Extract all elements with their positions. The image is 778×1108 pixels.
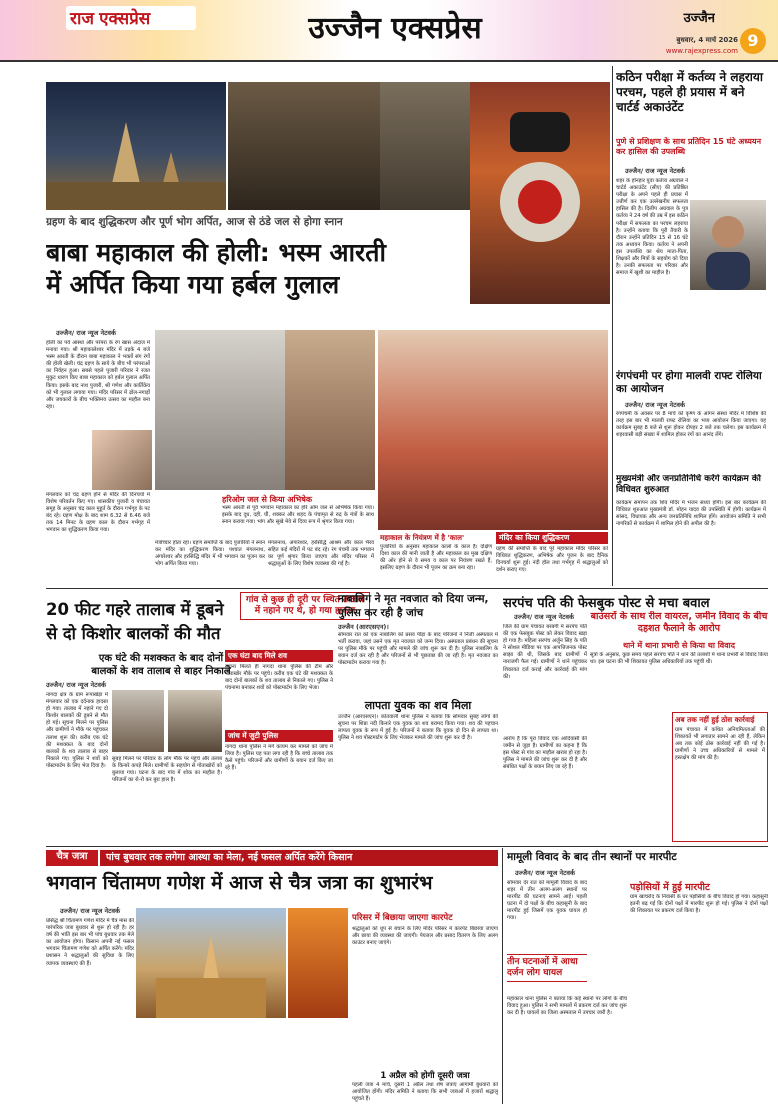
photo-mahakal-idol: [470, 82, 610, 304]
sidebar-sub3-headline: मुख्यमंत्री और जनप्रतिनिधि करेंगे कार्यक्रम की विधिवत शुरुआत: [616, 474, 761, 495]
main-kicker: ग्रहण के बाद शुद्धिकरण और पूर्ण भोग अर्पित, आज से ठंडे जल से होगा स्नान: [46, 216, 343, 228]
pond-box2-body: नागदा थाना पुलिस ने मर्ग कायम कर मामले को जांच में लिया है। पुलिस यह पता लगा रही है कि बच्चे तालाब तक कैसे पहुंचे। परिजनों और ग्रामीणों के बयान दर्ज किए जा रहे हैं।: [225, 744, 333, 772]
photo-abhishek: [285, 330, 375, 490]
photo-bhasma-aarti: [155, 330, 285, 490]
main-body-col1b: मंगलवार को चंद्र ग्रहण होने से मंदिर की दिनचर्या में विशेष परिवर्तन किए गए। शासकीय पुजारी व पंचायत समूह के अनुसार चंद्र काल मुहूर्त के दौरान गर्भगृह के पट बंद रहे। ग्रहण मोक्ष के बाद शाम 6.32 से 6.46 बजे तक 14 मिनट के ग्रहण काल के दौरान गर्भगृह में भगवान का शुद्धिकरण किया गया।: [46, 492, 150, 534]
main-byline: उज्जैन/ राज न्यूज नेटवर्क: [56, 329, 117, 337]
assault-headline: मामूली विवाद के बाद तीन स्थानों पर मारपीट: [507, 851, 677, 863]
newborn-byline: उज्जैन (आरएसएन)।: [338, 623, 389, 631]
person-icon: [690, 200, 766, 290]
logo[interactable]: [66, 6, 196, 30]
assault-pullquote: तीन घटनाओं में आधा दर्जन लोग घायल: [507, 954, 587, 982]
caption-kaal-head: महाकाल के नियंत्रण में है 'काल': [380, 533, 465, 542]
assault-body: सोमवार देर रात को मामूली विवाद के बाद शहर में तीन अलग-अलग स्थानों पर मारपीट की घटनाएं सामने आईं। पहली घटना में दो पक्षों के बीच कहासुनी के बाद मारपीट हुई जिसमें एक युवक घायल हो गया।: [507, 880, 587, 922]
newborn-body: सोमवार रात को एक नाबालिग को प्रसव पीड़ा के बाद परिजनों ने निजी अस्पताल में भर्ती कराया, जहां उसने एक मृत नवजात को जन्म दिया। अस्पताल प्रबंधन की सूचना पर पुलिस मौके पर पहुंची और मामले की जांच शुरू कर दी है। पुलिस नाबालिग के बयान दर्ज कर रही है और परिजनों से भी पूछताछ की जा रही है। मृत नवजात का पोस्टमार्टम कराया गया है।: [338, 632, 498, 667]
photo-priest: [380, 82, 470, 210]
sarpanch-box2-body: ग्राम पंचायत में कथित अनियमितताओं की शिकायतें भी लगातार सामने आ रही हैं, लेकिन अब तक कोई ठोस कार्रवाई नहीं की गई है। ग्रामीणों ने उच्च अधिकारियों से मामले में हस्तक्षेप की मांग की है।: [675, 727, 765, 762]
sidebar-headline: कठिन परीक्षा में कर्तव्य ने लहराया परचम, पहले ही प्रयास में बने चार्टर्ड अकाउंटेंट: [616, 70, 763, 114]
chaitra-body-right: [352, 994, 498, 1068]
photo-ca-student: [690, 200, 766, 290]
sidebar-subhead: पुणे से प्रशिक्षण के साथ प्रतिदिन 15 घंटे अध्ययन कर हासिल की उपलब्धि: [616, 137, 762, 156]
pond-body: नागदा क्षेत्र के ग्राम रूपाखेड़ा में मंगलवार को एक दर्दनाक हादसा हो गया। तालाब में नहाने गए दो किशोर बालकों की डूबने से मौत हो गई। सूचना मिलने पर पुलिस और ग्रामीणों ने मौके पर पहुंचकर तलाश शुरू की। करीब एक घंटे की मशक्कत के बाद दोनों बालकों के शव तालाब से बाहर निकाले गए। पुलिस ने शवों को पोस्टमार्टम के लिए भेज दिया है।: [46, 692, 108, 769]
photo-shrine: [228, 82, 380, 210]
sarpanch-body: जिले की ग्राम पंचायत बरबगी में सरपंच पति की एक फेसबुक पोस्ट को लेकर विवाद खड़ा हो गया है। महिला सरपंच अर्जुन सिंह के पति ने सोशल मीडिया पर एक आपत्तिजनक पोस्ट साझा की थी, जिसके बाद ग्रामीणों में नाराजगी फैल गई। ग्रामीणों ने थाने पहुंचकर शिकायत दर्ज कराई और कार्रवाई की मांग की।: [503, 624, 587, 680]
chaitra-strap: पांच बुधवार तक लगेगा आस्था का मेला, नई फसल अर्पित करेंगे किसान: [100, 850, 498, 866]
masthead-divider: [0, 60, 778, 62]
sarpanch-box-body: सूत्रों के अनुसार, कुछ समय पहले सरपंच पति ने थाने की तलाशी में थाना प्रभारी से विवाद किया था। इस घटना की भी शिकायत पुलिस अधिकारियों तक पहुंची थी।: [590, 652, 768, 666]
photo-chintaman-temple: [136, 908, 286, 1018]
caption-abhishek: भस्म आरती से पूर्व भगवान महाकाल का हरि ओम जल से अभिषेक किया गया। इसके बाद दूध, दही, घी, शक्कर और शहद के पंचामृत से रुद्र के मंत्रों के साथ स्नान कराया गया। भांग और सूखे मेवे से दिव्य रूप में श्रृंगार किया गया।: [222, 505, 374, 526]
assault-body2: महाकाल थाना पुलिस ने बताया कि कई स्थानों पर लोगों के बीच विवाद हुआ। पुलिस ने सभी मामलों में प्रकरण दर्ज कर जांच शुरू कर दी है। घायलों का जिला अस्पताल में उपचार जारी है।: [507, 996, 627, 1017]
assault-sub-headline: पड़ोसियों में हुई मारपीट: [630, 882, 710, 893]
chaitra-byline: उज्जैन/ राज न्यूज नेटवर्क: [60, 907, 121, 915]
pond-body2: सुबह मिलने पर परिवार के लोग मौके पर पहुंचे और तलाब के किनारे कपड़े मिले। ग्रामीणों के सहयोग से गोताखोरों को बुलाया गया। घटना के बाद गांव में शोक का माहौल है। परिजनों का रो-रो कर बुरा हाल है।: [112, 756, 222, 784]
main-body-mid2: मंगलनाथ, अंगारेश्वर, हरसिद्धि आश्रम और काल भैरव सहित कई मंदिरों में पट बंद रहे। रंग पंचमी तक भगवान का पूर्ण श्रृंगार किया जाएगा और मंदिर परिसर में श्रद्धालुओं के लिए विशेष व्यवस्था की गई है।: [268, 540, 374, 568]
pond-headline-1: 20 फीट गहरे तालाब में डूबने: [46, 600, 224, 619]
newborn-sub-headline: लापता युवक का शव मिला: [364, 699, 472, 712]
sidebar-sub3-body: कार्यक्रम समापन तक शिव मंदिर में भजन संध्या होगी। इस बार कार्यक्रम की विधिवत शुरुआत मुख्यमंत्री डॉ. मोहन यादव की उपस्थिति में होगी। कार्यक्रम में सांसद, विधायक और अन्य जनप्रतिनिधि शामिल होंगे। आयोजन समिति ने सभी नागरिकों से कार्यक्रम में शामिल होने की अपील की है।: [616, 500, 766, 528]
temple-silhouette-icon: [46, 82, 226, 210]
pond-box1-body: सूचना मिलते ही नागदा थाना पुलिस की टीम और गोताखोर मौके पर पहुंचे। करीब एक घंटे की मशक्कत के बाद दोनों बालकों के शव तालाब से निकाले गए। पुलिस ने पंचनामा बनाकर शवों को पोस्टमार्टम के लिए भेजा।: [225, 664, 333, 692]
chaitra-box-head: परिसर में बिछाया जाएगा कारपेट: [352, 913, 453, 923]
photo-boy-2: [168, 690, 222, 752]
sidebar-sub2-byline: उज्जैन/ राज न्यूज नेटवर्क: [625, 401, 686, 409]
sarpanch-body3: [590, 714, 670, 842]
sidebar-byline: उज्जैन/ राज न्यूज नेटवर्क: [625, 167, 686, 175]
chaitra-tag: चैत्र जत्रा: [46, 850, 98, 866]
photo-ganesh-idol: [288, 908, 348, 1018]
temple-dome-icon: [136, 908, 286, 1018]
pond-kicker: गांव से कुछ ही दूरी पर स्थित तालाब में नहाने गए थे, हो गया हादसा: [240, 592, 370, 620]
caption-shuddhi-head: मंदिर का किया शुद्धिकरण: [496, 532, 608, 544]
page-number: 9: [740, 28, 766, 54]
date-label: बुधवार, 4 मार्च 2026: [676, 36, 738, 44]
assault-sub-body: ग्राम खाचरोद के निवासी के घर पड़ोसियों के बीच विवाद हो गया। कहासुनी इतनी बढ़ गई कि दोनों पक्षों में मारपीट शुरू हो गई। पुलिस ने दोनों पक्षों की शिकायत पर प्रकरण दर्ज किया है।: [630, 894, 768, 915]
pond-box2-head: जांच में जुटी पुलिस: [225, 730, 333, 742]
chaitra-box-body: श्रद्धालुओं को धूप से बचाने के लिए मंदिर परिसर में कारपेट बिछाया जाएगा और छाया की व्यवस्था की जाएगी। पेयजल और प्रसाद वितरण के लिए अलग काउंटर बनाए जाएंगे।: [352, 926, 498, 947]
assault-divider: [502, 848, 503, 1104]
sarpanch-box2: [672, 712, 768, 842]
newborn-sub-body: उज्जैन (आरएसएन)। कोतवाली थाना पुलिस ने बताया कि सोमवार सुबह लोगों की सूचना पर शिप्रा नदी किनारे एक युवक का शव बरामद किया गया। शव की पहचान लापता युवक के रूप में हुई है। परिजनों ने बताया कि युवक दो दिन से लापता था। पुलिस ने शव पोस्टमार्टम के लिए भेजकर मामले की जांच शुरू कर दी है।: [338, 714, 498, 742]
chaitra-headline: भगवान चिंतामण गणेश में आज से चैत्र जत्रा का शुभारंभ: [46, 872, 433, 894]
sarpanch-box2-head: अब तक नहीं हुई ठोस कार्रवाई: [675, 715, 755, 724]
sidebar-sub2-body: रंगपंचमी के अवसर पर 8 मार्च को कृष्ण के आंगन संस्था मंदिर में विशिष्ट की तरह इस बार भी मालवी राफ्ट रोलिया का भव्य आयोजन किया जाएगा। यह कार्यक्रम सुबह 8 बजे से शुरू होकर दोपहर 2 बजे तक चलेगा। इस कार्यक्रम में शहरवासी बड़ी संख्या में शामिल होकर रंगों का आनंद लेंगे।: [616, 411, 766, 439]
section-divider-2: [46, 846, 768, 847]
chaitra-sub-headline: 1 अप्रैल को होगी दूसरी जत्रा: [380, 1071, 470, 1081]
sidebar-sub2-headline: रंगपंचमी पर होगा मालवी राफ्ट रोलिया का आयोजन: [616, 370, 762, 395]
chaitra-sub-body: पहली जत्रा 4 मार्च, दूसरी 1 अप्रैल तथा शेष जत्राएं आगामी बुधवारों को आयोजित होंगी। मंदिर समिति ने बताया कि सभी जत्राओं में हजारों श्रद्धालु पहुंचते हैं।: [352, 1082, 498, 1103]
pond-box1-head: एक घंटा बाद मिले शव: [225, 650, 333, 662]
pond-headline-2: से दो किशोर बालकों की मौत: [46, 624, 221, 643]
logo-raj: राज: [70, 9, 94, 29]
chaitra-body: प्रसिद्ध श्री चिंतामण गणेश मंदिर में चैत्र मास की पारंपरिक जत्रा बुधवार से शुरू हो रही है। हर वर्ष की भांति इस बार भी पांच बुधवार तक मेले का आयोजन होगा। किसान अपनी नई फसल भगवान चिंतामण गणेश को अर्पित करेंगे। मंदिर प्रशासन ने श्रद्धालुओं की सुविधा के लिए व्यापक व्यवस्थाएं की हैं।: [46, 918, 134, 967]
photo-boy-1: [112, 690, 164, 752]
main-headline-1: बाबा महाकाल की होली: भस्म आरती: [46, 238, 386, 267]
assault-byline: उज्जैन/ राज न्यूज नेटवर्क: [515, 869, 576, 877]
photo-crowd: [378, 330, 608, 530]
sarpanch-box-head: थाने में थाना प्रभारी से किया था विवाद: [623, 641, 735, 650]
caption-shuddhi: ग्रहण की समाप्ति के बाद पूरे महाकाल मंदिर परिसर को विधिवत शुद्धिकरण, अभिषेक और पूजन के बाद दैनिक दिनचर्या शुरू हुई। नंदी हॉल तथा गर्भगृह में श्रद्धालुओं को दर्शन कराए गए।: [496, 546, 608, 574]
sarpanch-byline: उज्जैन/ राज न्यूज नेटवर्क: [514, 613, 575, 621]
idol-icon: [470, 82, 610, 304]
pond-byline: उज्जैन/ राज न्यूज नेटवर्क: [46, 681, 107, 689]
masthead-title: उज्जैन एक्सप्रेस: [308, 11, 482, 46]
caption-abhishek-head: हरिओम जल से किया अभिषेक: [222, 495, 312, 504]
newborn-headline: नाबालिग ने मृत नवजात को दिया जन्म, पुलिस कर रही है जांच: [338, 593, 489, 619]
website-label: www.rajexpress.com: [665, 47, 738, 55]
main-headline-2: में अर्पित किया गया हर्बल गुलाल: [46, 270, 340, 299]
section-divider-1: [46, 588, 768, 589]
caption-kaal: पुजारियों के अनुसार महाकाल कालों के काल हैं। दक्षिण दिशा काल की मानी जाती है और महाकाल का मुख दक्षिण की ओर होने से वे समय व काल पर नियंत्रण रखते हैं, इसलिए ग्रहण के दौरान भी पूजन का क्रम बना रहा।: [380, 544, 492, 572]
city-label: उज्जैन: [683, 11, 715, 26]
chaitra-body-cont: [136, 1022, 348, 1102]
main-body-col1: होली का पर्व आस्था और परंपरा के रंग खास अंदाज में मनाया गया। श्री महाकालेश्वर मंदिर में तड़के 4 बजे भस्म आरती के दौरान बाबा महाकाल ने भक्तों संग रंगों की होली खेली। चंद्र ग्रहण के साये के बीच भी परंपराओं का निर्वहन हुआ। सबसे पहले पुजारी परिवार ने रजत मुकुट धारण किए बाबा महाकाल को हर्बल गुलाल अर्पित किया। इसके बाद नाथ पुजारी, श्री गणेश और कार्तिकेय को भी गुलाल लगाया गया। मंदिर परिसर में ढोल-नगाड़ों और जयकारों के बीच भक्तिमय उत्सव का माहौल बना रहा।: [46, 340, 150, 410]
sarpanch-headline: सरपंच पति की फेसबुक पोस्ट से मचा बवाल: [503, 596, 710, 611]
photo-hand-gulal: [92, 430, 152, 490]
sarpanch-pullquote: बाउंसरों के साथ रील वायरल, जमीन विवाद के बीच दहशत फैलाने के आरोप: [590, 611, 768, 634]
sarpanch-body2: आरोप है कि पूरा विवाद एक आदिवासी की जमीन से जुड़ा है। ग्रामीणों का कहना है कि इस पोस्ट से गांव का माहौल खराब हो रहा है। पुलिस ने मामले की जांच शुरू कर दी है और संबंधित पक्षों के बयान लिए जा रहे हैं।: [503, 736, 587, 771]
logo-express: एक्सप्रेस: [99, 9, 151, 29]
main-body-mid: मंत्रोच्चार होता रहा। ग्रहण समाप्ति के बाद पुजारियों ने स्नान कर मंदिर का शुद्धिकरण किया। पश्चात मंगलनाथ, अंगारेश्वर और हरसिद्धि मंदिर में भी भगवान का पूजन कर भोग अर्पित किया गया।: [155, 540, 265, 568]
photo-temple-night: [46, 82, 226, 210]
sidebar-divider: [612, 66, 613, 586]
sidebar-body: शहर के होनहार युवा कर्तव्य अग्रवाल ने चार्टर्ड अकाउंटेंट (सीए) की प्रतिष्ठित परीक्षा के अपने पहले ही प्रयास में उत्तीर्ण कर एक उल्लेखनीय सफलता हासिल की है। दिलीप अग्रवाल के पुत्र कर्तव्य ने 24 वर्ष की उम्र में इस कठिन परीक्षा में सफलता का परचम लहराया है। उन्होंने बताया कि पूरी तैयारी के दौरान उन्होंने प्रतिदिन 15 से 16 घंटे तक अध्ययन किया। कर्तव्य ने अपनी इस उपलब्धि का श्रेय माता-पिता, शिक्षकों और मित्रों के सहयोग को दिया है। उनकी सफलता पर परिवार और समाज में खुशी का माहौल है।: [616, 178, 688, 277]
masthead: [0, 0, 778, 62]
pond-subhead-2: बालकों के शव तालाब से बाहर निकाले: [91, 666, 231, 677]
pond-subhead-1: एक घंटे की मशक्कत के बाद दोनों: [98, 653, 224, 664]
